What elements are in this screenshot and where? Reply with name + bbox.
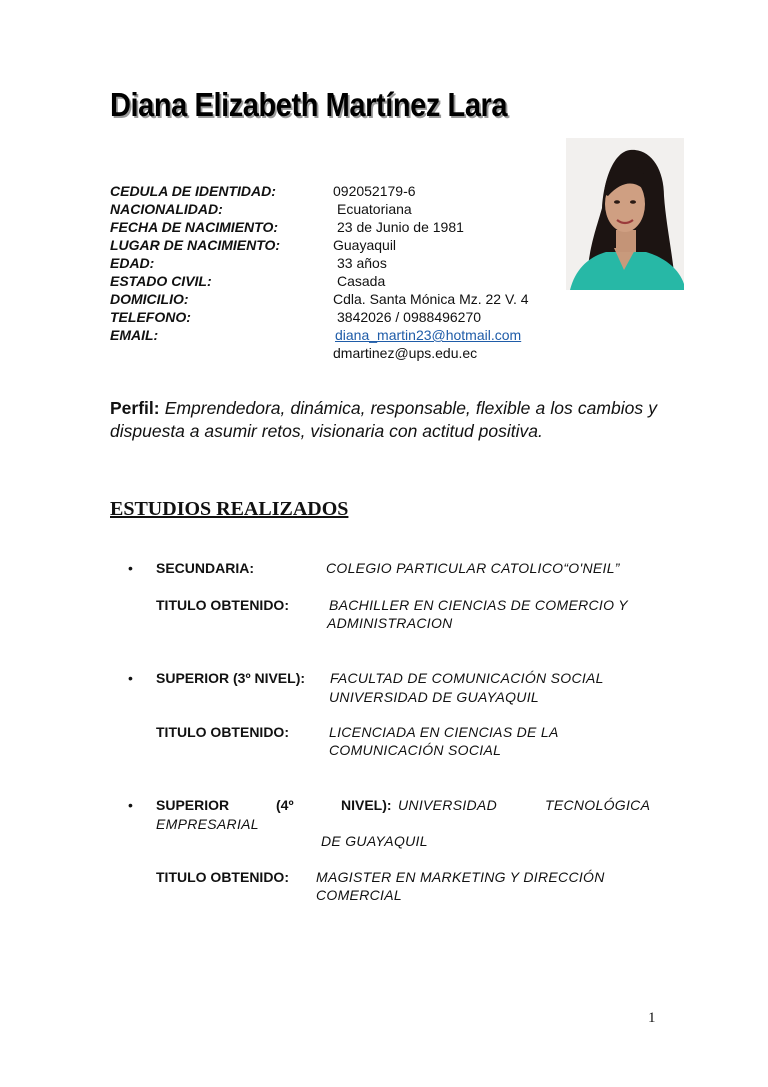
superior-4-title-line2: COMERCIAL: [316, 887, 402, 903]
email-link-hotmail[interactable]: diana_martin23@hotmail.com: [335, 327, 522, 343]
bullet-superior-3: •: [128, 670, 133, 686]
secundaria-title-label: TITULO OBTENIDO:: [156, 597, 289, 613]
label-fecha-nacimiento: FECHA DE NACIMIENTO:: [110, 219, 278, 235]
label-nacionalidad: NACIONALIDAD:: [110, 201, 223, 217]
label-edad: EDAD:: [110, 255, 155, 271]
profile-paragraph: [110, 397, 657, 443]
profile-label: Perfil:: [110, 398, 160, 418]
superior-4-title-line1: MAGISTER EN MARKETING Y DIRECCIÓN: [316, 869, 605, 885]
candidate-name: Diana Elizabeth Martínez Lara: [110, 86, 508, 123]
bullet-secundaria: •: [128, 560, 133, 576]
superior-4-word-2: (4º: [276, 797, 294, 813]
studies-heading: ESTUDIOS REALIZADOS: [110, 498, 349, 520]
superior-3-title-line1: LICENCIADA EN CIENCIAS DE LA: [329, 724, 559, 740]
secundaria-institution: COLEGIO PARTICULAR CATOLICO“O'NEIL”: [326, 560, 620, 576]
profile-photo: [566, 138, 684, 290]
value-fecha-nacimiento: 23 de Junio de 1981: [337, 219, 464, 235]
superior-4-inst-word-1: UNIVERSIDAD: [398, 797, 497, 813]
email-secondary: dmartinez@ups.edu.ec: [333, 345, 478, 361]
superior-3-title-label: TITULO OBTENIDO:: [156, 724, 289, 740]
secundaria-label: SECUNDARIA:: [156, 560, 254, 576]
label-domicilio: DOMICILIO:: [110, 291, 189, 307]
label-cedula: CEDULA DE IDENTIDAD:: [110, 183, 276, 199]
label-lugar-nacimiento: LUGAR DE NACIMIENTO:: [110, 237, 281, 253]
value-lugar-nacimiento: Guayaquil: [333, 237, 397, 253]
value-domicilio: Cdla. Santa Mónica Mz. 22 V. 4: [333, 291, 529, 307]
superior-4-word-3: NIVEL):: [341, 797, 392, 813]
label-telefono: TELEFONO:: [110, 309, 191, 325]
portrait-image: [566, 138, 684, 290]
superior-3-institution-line1: FACULTAD DE COMUNICACIÓN SOCIAL: [330, 670, 604, 686]
label-email: EMAIL:: [110, 327, 159, 343]
secundaria-title-line1: BACHILLER EN CIENCIAS DE COMERCIO Y: [329, 597, 628, 613]
superior-3-institution-line2: UNIVERSIDAD DE GUAYAQUIL: [329, 689, 539, 705]
bullet-superior-4: •: [128, 797, 133, 813]
superior-4-word-1: SUPERIOR: [156, 797, 230, 813]
value-nacionalidad: Ecuatoriana: [337, 201, 412, 217]
page-number: 1: [648, 1010, 656, 1026]
superior-4-title-label: TITULO OBTENIDO:: [156, 869, 289, 885]
secundaria-title-line2: ADMINISTRACION: [327, 615, 453, 631]
superior-4-inst-word-3: EMPRESARIAL: [156, 816, 259, 832]
superior-4-inst-word-2: TECNOLÓGICA: [545, 797, 651, 813]
superior-3-title-line2: COMUNICACIÓN SOCIAL: [329, 742, 502, 758]
superior-4-institution-line2: DE GUAYAQUIL: [321, 833, 428, 849]
value-telefono: 3842026 / 0988496270: [337, 309, 482, 325]
value-estado-civil: Casada: [337, 273, 386, 289]
profile-text: Emprendedora, dinámica, responsable, flexible a los cambios y dispuesta a asumir retos, visionaria con actitud positiva.: [110, 398, 657, 441]
value-cedula: 092052179-6: [333, 183, 416, 199]
label-estado-civil: ESTADO CIVIL:: [110, 273, 212, 289]
superior-3-label: SUPERIOR (3º NIVEL):: [156, 670, 306, 686]
value-edad: 33 años: [337, 255, 387, 271]
